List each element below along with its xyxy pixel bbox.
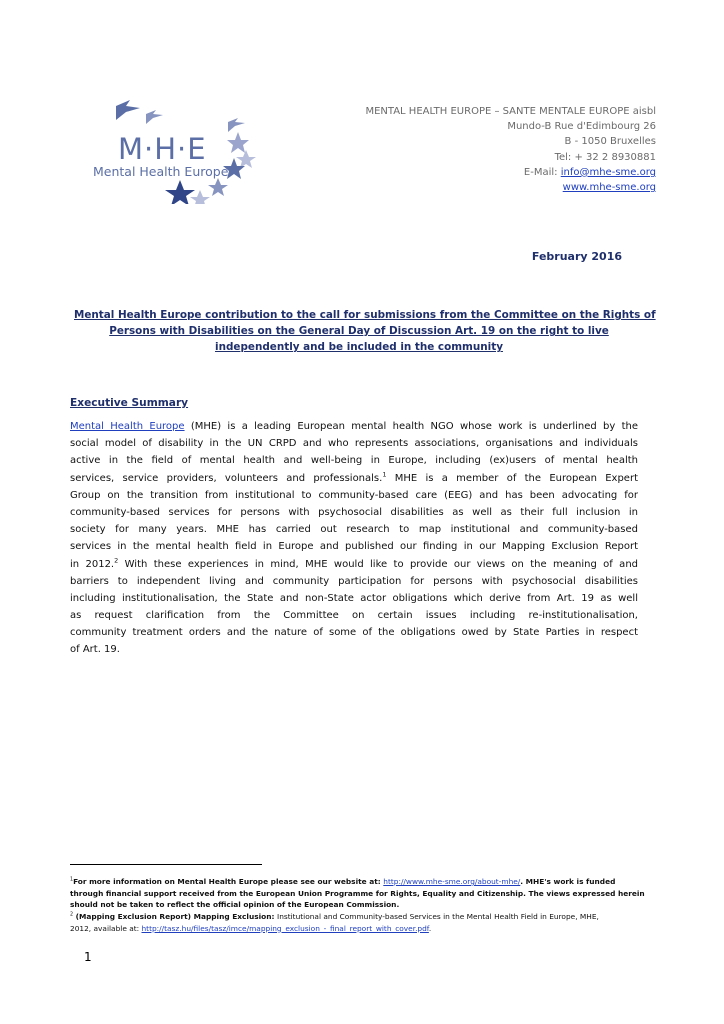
summary-line: community treatment orders and the nature of some of the obligations owed by State Parties in respect (70, 627, 638, 639)
footnote-text: . (428, 923, 432, 933)
footnote-text: should not be taken to reflect the official opinion of the European Commission. (70, 900, 400, 910)
website-line (365, 180, 656, 195)
summary-line: barriers to independent living and community participation for persons with psychosocial disabilities (70, 575, 638, 587)
footnote-text: (Mapping Exclusion Report) Mapping Exclusion: (73, 912, 278, 921)
mapping-exclusion-report-link[interactable]: http://tasz.hu/files/tasz/imce/mapping_exclusion_-_final_report_with_cover.pdf (141, 923, 429, 933)
footnote-text: For more information on Mental Health Europe please see our website at: (73, 877, 384, 886)
title-line-1: Mental Health Europe contribution to the call for submissions from the Committee on the Rights of (74, 309, 656, 321)
email-line (365, 165, 656, 180)
summary-line: Group on the transition from institutional to community-based care (EEG) and has been advocating for (70, 489, 638, 501)
about-mhe-link[interactable]: http://www.mhe-sme.org/about-mhe/ (383, 877, 521, 886)
summary-text: (MHE) is a leading European mental health NGO whose work is underlined by the (184, 421, 639, 432)
footnote-text: . MHE's work is funded (520, 877, 616, 886)
footnote-number: 1 (70, 877, 74, 883)
title-line-3: independently and be included in the community (215, 341, 503, 354)
document-date: February 2016 (531, 250, 622, 263)
summary-line: social model of disability in the UN CRPD and who represents associations, organisations and individuals (70, 438, 638, 450)
address-block (365, 104, 656, 195)
summary-line: active in the field of mental health and well-being in Europe, including (ex)users of mental health (70, 455, 638, 467)
footnote-text: 2012, available at: (70, 923, 142, 933)
footnote-line (70, 888, 645, 900)
mhe-link[interactable]: Mental Health Europe (70, 421, 185, 432)
summary-line: community-based services for persons with psychosocial disabilities as well as their full inclusion in (70, 506, 638, 518)
summary-line: society for many years. MHE has carried out research to map institutional and community-based (70, 524, 638, 536)
footnote-ref-2[interactable]: 2 (114, 556, 119, 565)
footnote-2 (70, 911, 638, 934)
email-link[interactable]: info@mhe-sme.org (560, 166, 656, 178)
summary-line (70, 418, 638, 435)
footnote-ref-1[interactable]: 1 (382, 470, 387, 479)
summary-text: With these experiences in mind, MHE would like to provide our views on the meaning of and (118, 558, 638, 570)
website-link[interactable]: www.mhe-sme.org (562, 182, 656, 194)
summary-text: MHE is a member of the European Expert (386, 472, 638, 484)
summary-line (70, 556, 638, 573)
footnote-text: Institutional and Community-based Services in the Mental Health Field in Europe, MHE, (277, 912, 599, 921)
summary-line (70, 470, 638, 487)
summary-paragraph (70, 418, 638, 659)
org-name: MENTAL HEALTH EUROPE – SANTE MENTALE EUROPE aisbl (365, 106, 656, 117)
summary-line: as request clarification from the Committee on certain issues including re-institutionalisation, (70, 610, 638, 622)
title-line-2: Persons with Disabilities on the General Day of Discussion Art. 19 on the right to live (109, 325, 609, 338)
footnote-divider (70, 864, 262, 865)
summary-line: services in the mental health field in Europe and published our finding in our Mapping Exclusion Report (70, 541, 638, 553)
footnote-line (70, 923, 638, 935)
footnote-number: 2 (70, 912, 74, 918)
page-number: 1 (84, 950, 92, 964)
footnote-1 (70, 876, 645, 911)
footnote-line (70, 911, 638, 923)
footnote-line (70, 876, 638, 888)
footnote-line (70, 899, 638, 911)
summary-line: of Art. 19. (70, 644, 120, 656)
street: Mundo-B Rue d'Edimbourg 26 (507, 121, 656, 133)
summary-text: in 2012. (70, 558, 115, 570)
logo-letters: M·H·E (118, 132, 207, 166)
telephone: Tel: + 32 2 8930881 (554, 151, 656, 163)
footnote-text: through financial support received from the European Union Programme for Rights, Equality and Citizenship. The views expressed herein (70, 888, 645, 898)
city: B - 1050 Bruxelles (564, 136, 656, 148)
email-prefix: E-Mail: (523, 166, 561, 178)
summary-text: services, service providers, volunteers and professionals. (70, 472, 383, 484)
logo-subtitle: Mental Health Europe (93, 164, 229, 179)
summary-line: including institutionalisation, the State and non-State actor obligations which derive from Art. 19 as well (70, 592, 638, 604)
document-title (74, 307, 656, 356)
section-heading: Executive Summary (70, 397, 189, 409)
